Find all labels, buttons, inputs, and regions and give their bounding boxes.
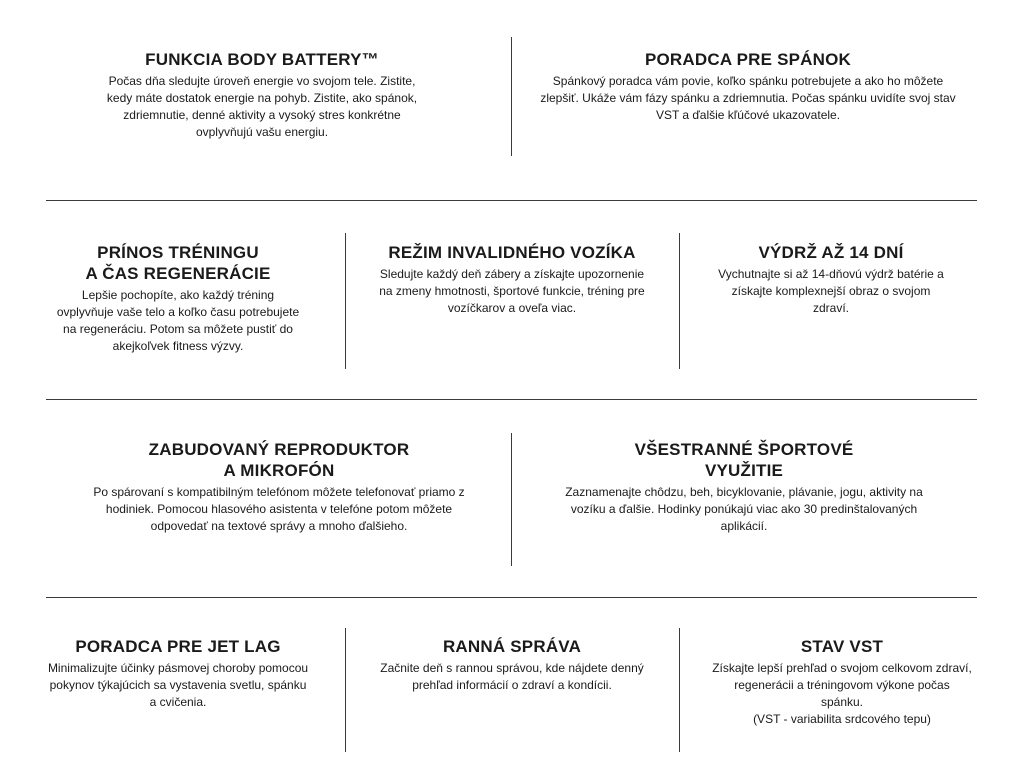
divider-row-3 (46, 597, 977, 598)
feature-description: Po spárovaní s kompatibilným telefónom môžete telefonovať priamo z hodiniek. Pomocou hlasového asistenta v telefóne potom môžete odpovedať na textové správy a mnoho ďalšieho. (93, 485, 465, 533)
divider-col-row2-a (345, 233, 346, 369)
feature-description: Spánkový poradca vám povie, koľko spánku potrebujete a ako ho môžete zlepšiť. Ukáže vám fázy spánku a zdriemnutia. Počas spánku uvidíte svoj stav VST a ďalšie kľúčové ukazovatele. (540, 74, 956, 122)
feature-morning-report (365, 636, 659, 694)
feature-title: PORADCA PRE JET LAG (75, 637, 281, 656)
feature-title (44, 242, 312, 284)
feature-description: Sledujte každý deň zábery a získajte upozornenie na zmeny hmotnosti, športové funkcie, tréning pre vozíčkarov a oveľa viac. (379, 267, 645, 315)
divider-row-2 (46, 399, 977, 400)
feature-wheelchair-mode (365, 242, 659, 317)
feature-sports-use (556, 439, 932, 535)
divider-col-row4-b (679, 628, 680, 752)
feature-description: Počas dňa sledujte úroveň energie vo svojom tele. Zistite, kedy máte dostatok energie na pohyb. Zistite, ako spánok, zdriemnutie, denné aktivity a vysoký stres konkrétne ovplyvňujú vašu energiu. (106, 74, 418, 139)
feature-title: RANNÁ SPRÁVA (442, 637, 582, 656)
feature-footnote: (VST - variabilita srdcového tepu) (753, 712, 931, 726)
feature-jet-lag (44, 636, 312, 711)
feature-title: VÝDRŽ AŽ 14 DNÍ (758, 243, 904, 262)
feature-title-line-2: VYUŽITIE (704, 461, 784, 480)
feature-description: Minimalizujte účinky pásmovej choroby pomocou pokynov týkajúcich sa vystavenia svetlu, spánku a cvičenia. (47, 661, 309, 709)
divider-col-row2-b (679, 233, 680, 369)
feature-title-line-2: A ČAS REGENERÁCIE (85, 264, 271, 283)
feature-description: Vychutnajte si až 14-dňovú výdrž batérie a získajte komplexnejší obraz o svojom zdraví. (718, 267, 944, 315)
divider-col-row1 (511, 37, 512, 156)
feature-title: REŽIM INVALIDNÉHO VOZÍKA (388, 243, 636, 262)
divider-col-row3 (511, 433, 512, 566)
feature-description: Začnite deň s rannou správou, kde nájdete denný prehľad informácií o zdraví a kondícii. (380, 661, 644, 692)
feature-battery-life (712, 242, 950, 317)
feature-description: Získajte lepší prehľad o svojom celkovom zdraví, regenerácii a tréningovom výkone počas spánku. (712, 661, 972, 709)
feature-title (556, 439, 932, 481)
feature-title-line-1: ZABUDOVANÝ REPRODUKTOR (148, 440, 410, 459)
divider-col-row4-a (345, 628, 346, 752)
feature-title (80, 439, 478, 481)
feature-hrv-status (712, 636, 972, 728)
feature-training-effect (44, 242, 312, 355)
feature-sleep-coach (540, 49, 956, 124)
feature-title: STAV VST (800, 637, 884, 656)
feature-description: Lepšie pochopíte, ako každý tréning ovplyvňuje vaše telo a koľko času potrebujete na regeneráciu. Potom sa môžete pustiť do akejkoľvek fitness výzvy. (56, 288, 300, 353)
feature-title-line-1: VŠESTRANNÉ ŠPORTOVÉ (634, 440, 854, 459)
feature-title-line-2: A MIKROFÓN (223, 461, 335, 480)
feature-title-line-1: PRÍNOS TRÉNINGU (97, 243, 259, 262)
feature-description: Zaznamenajte chôdzu, beh, bicyklovanie, plávanie, jogu, aktivity na vozíku a ďalšie. Hodinky ponúkajú viac ako 30 predinštalovaných aplikácií. (565, 485, 923, 533)
feature-title: FUNKCIA BODY BATTERY™ (145, 50, 379, 69)
feature-speaker-mic (80, 439, 478, 535)
feature-body-battery (80, 49, 444, 141)
feature-title: PORADCA PRE SPÁNOK (644, 50, 852, 69)
divider-row-1 (46, 200, 977, 201)
